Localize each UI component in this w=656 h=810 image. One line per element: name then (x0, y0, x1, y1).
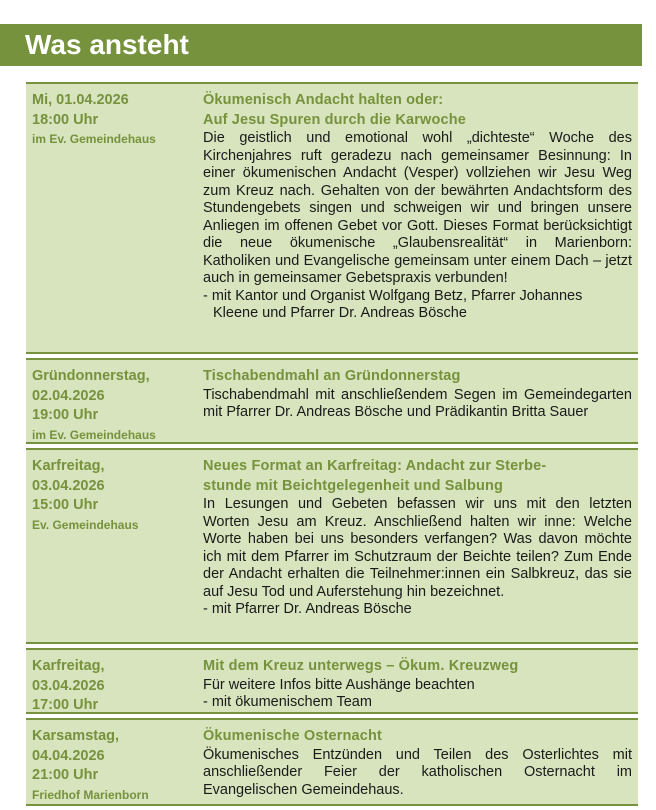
event-content (203, 727, 632, 800)
event-note-line: - mit Kantor und Organist Wolfgang Betz, Pfarrer Johannes (203, 287, 583, 304)
event-title-line: Ökumenische Osternacht (203, 728, 382, 744)
event-description: Für weitere Infos bitte Aushänge beachten (203, 676, 475, 693)
event-meta (32, 91, 203, 348)
event-title-line: Neues Format an Karfreitag: Andacht zur Sterbe- (203, 458, 547, 474)
event-note (203, 601, 632, 619)
event-title (203, 91, 632, 130)
event-description: Ökumenisches Entzünden und Teilen des Osterlichtes mit anschließender Feier der katholischen Osternacht im Evangelischen Gemeindehaus. (203, 746, 632, 798)
event-date-line-2: 03.04.2026 (32, 477, 105, 494)
event-title (203, 367, 632, 387)
event-meta (32, 727, 203, 800)
event-date-line-2: 03.04.2026 (32, 677, 105, 694)
event-date: Karfreitag, (32, 458, 105, 474)
event-title-line: Tischabendmahl an Gründonnerstag (203, 368, 461, 384)
event-location: Ev. Gemeindehaus (32, 517, 139, 532)
event-list (26, 82, 638, 810)
event-date-line-2: 02.04.2026 (32, 387, 105, 404)
event-content (203, 657, 632, 708)
event-note-line: - mit Pfarrer Dr. Andreas Bösche (203, 601, 412, 617)
event-date: Karfreitag, (32, 658, 105, 674)
event-note-line: Kleene und Pfarrer Dr. Andreas Bösche (213, 305, 467, 321)
event-content (203, 91, 632, 348)
page-title: Was ansteht (0, 24, 642, 66)
event-location: im Ev. Gemeindehaus (32, 427, 156, 442)
event-content (203, 457, 632, 638)
event-meta (32, 457, 203, 638)
event-note-line: - mit ökumenischem Team (203, 694, 372, 710)
event-note (203, 288, 632, 323)
event-meta (32, 367, 203, 442)
event-date: Gründonnerstag, (32, 368, 150, 384)
event-item (26, 448, 638, 644)
event-note (203, 694, 632, 712)
event-description: In Lesungen und Gebeten befassen wir uns mit den letzten Worten Jesu am Kreuz. Anschließend halten wir inne: Welche Worte haben bei uns besonders verfangen? Was davon möchte ich mit dem Pfarrer im Schutzraum der Beichte teilen? Zum Ende der Andacht erhalten die Teilnehmer:innen ein Salbkreuz, das sie auf Jesu Tod und Auferstehung hin bezeichnet. (203, 496, 632, 600)
event-title-line: stunde mit Beichtgelegenheit und Salbung (203, 477, 504, 494)
event-item (26, 718, 638, 806)
event-time: 15:00 Uhr (32, 497, 99, 513)
event-time: 19:00 Uhr (32, 407, 99, 423)
event-location: Friedhof Marienborn (32, 787, 149, 802)
event-item (26, 358, 638, 444)
event-title (203, 657, 632, 677)
event-content (203, 367, 632, 438)
event-date: Mi, 01.04.2026 (32, 92, 129, 108)
event-description: Tischabendmahl mit anschließendem Segen im Gemeindegarten mit Pfarrer Dr. Andreas Bösche und Prädikantin Britta Sauer (203, 386, 632, 420)
event-date: Karsamstag, (32, 728, 120, 744)
event-description: Die geistlich und emotional wohl „dichteste“ Woche des Kirchenjahres ruft geradezu nach gemeinsamer Besinnung: In einer ökumenischen Andacht (Vesper) vollziehen wir Jesu Weg zum Kreuz nach. Gehalten von der bewährten Andachtsform des Stundengebets singen und schweigen wir und bringen unsere Anliegen im offenen Gebet vor Gott. Dieses Format berücksichtigt die neue ökumenische „Glaubensrealität“ in Marienborn: Katholiken und Evangelische gemeinsam unter einem Dach – jetzt auch in gemeinsamer Gebetspraxis verbunden! (203, 130, 632, 286)
event-location: im Ev. Gemeindehaus (32, 132, 156, 146)
event-item (26, 82, 638, 354)
event-title (203, 457, 632, 496)
event-time: 18:00 Uhr (32, 111, 99, 128)
event-meta (32, 657, 203, 713)
event-title (203, 727, 632, 747)
event-item (26, 648, 638, 714)
event-title-line: Ökumenisch Andacht halten oder: (203, 92, 444, 108)
event-title-line: Auf Jesu Spuren durch die Karwoche (203, 111, 466, 128)
event-date-line-2: 04.04.2026 (32, 747, 105, 764)
event-title-line: Mit dem Kreuz unterwegs – Ökum. Kreuzweg (203, 658, 519, 674)
event-time: 17:00 Uhr (32, 697, 99, 713)
event-time: 21:00 Uhr (32, 767, 99, 783)
